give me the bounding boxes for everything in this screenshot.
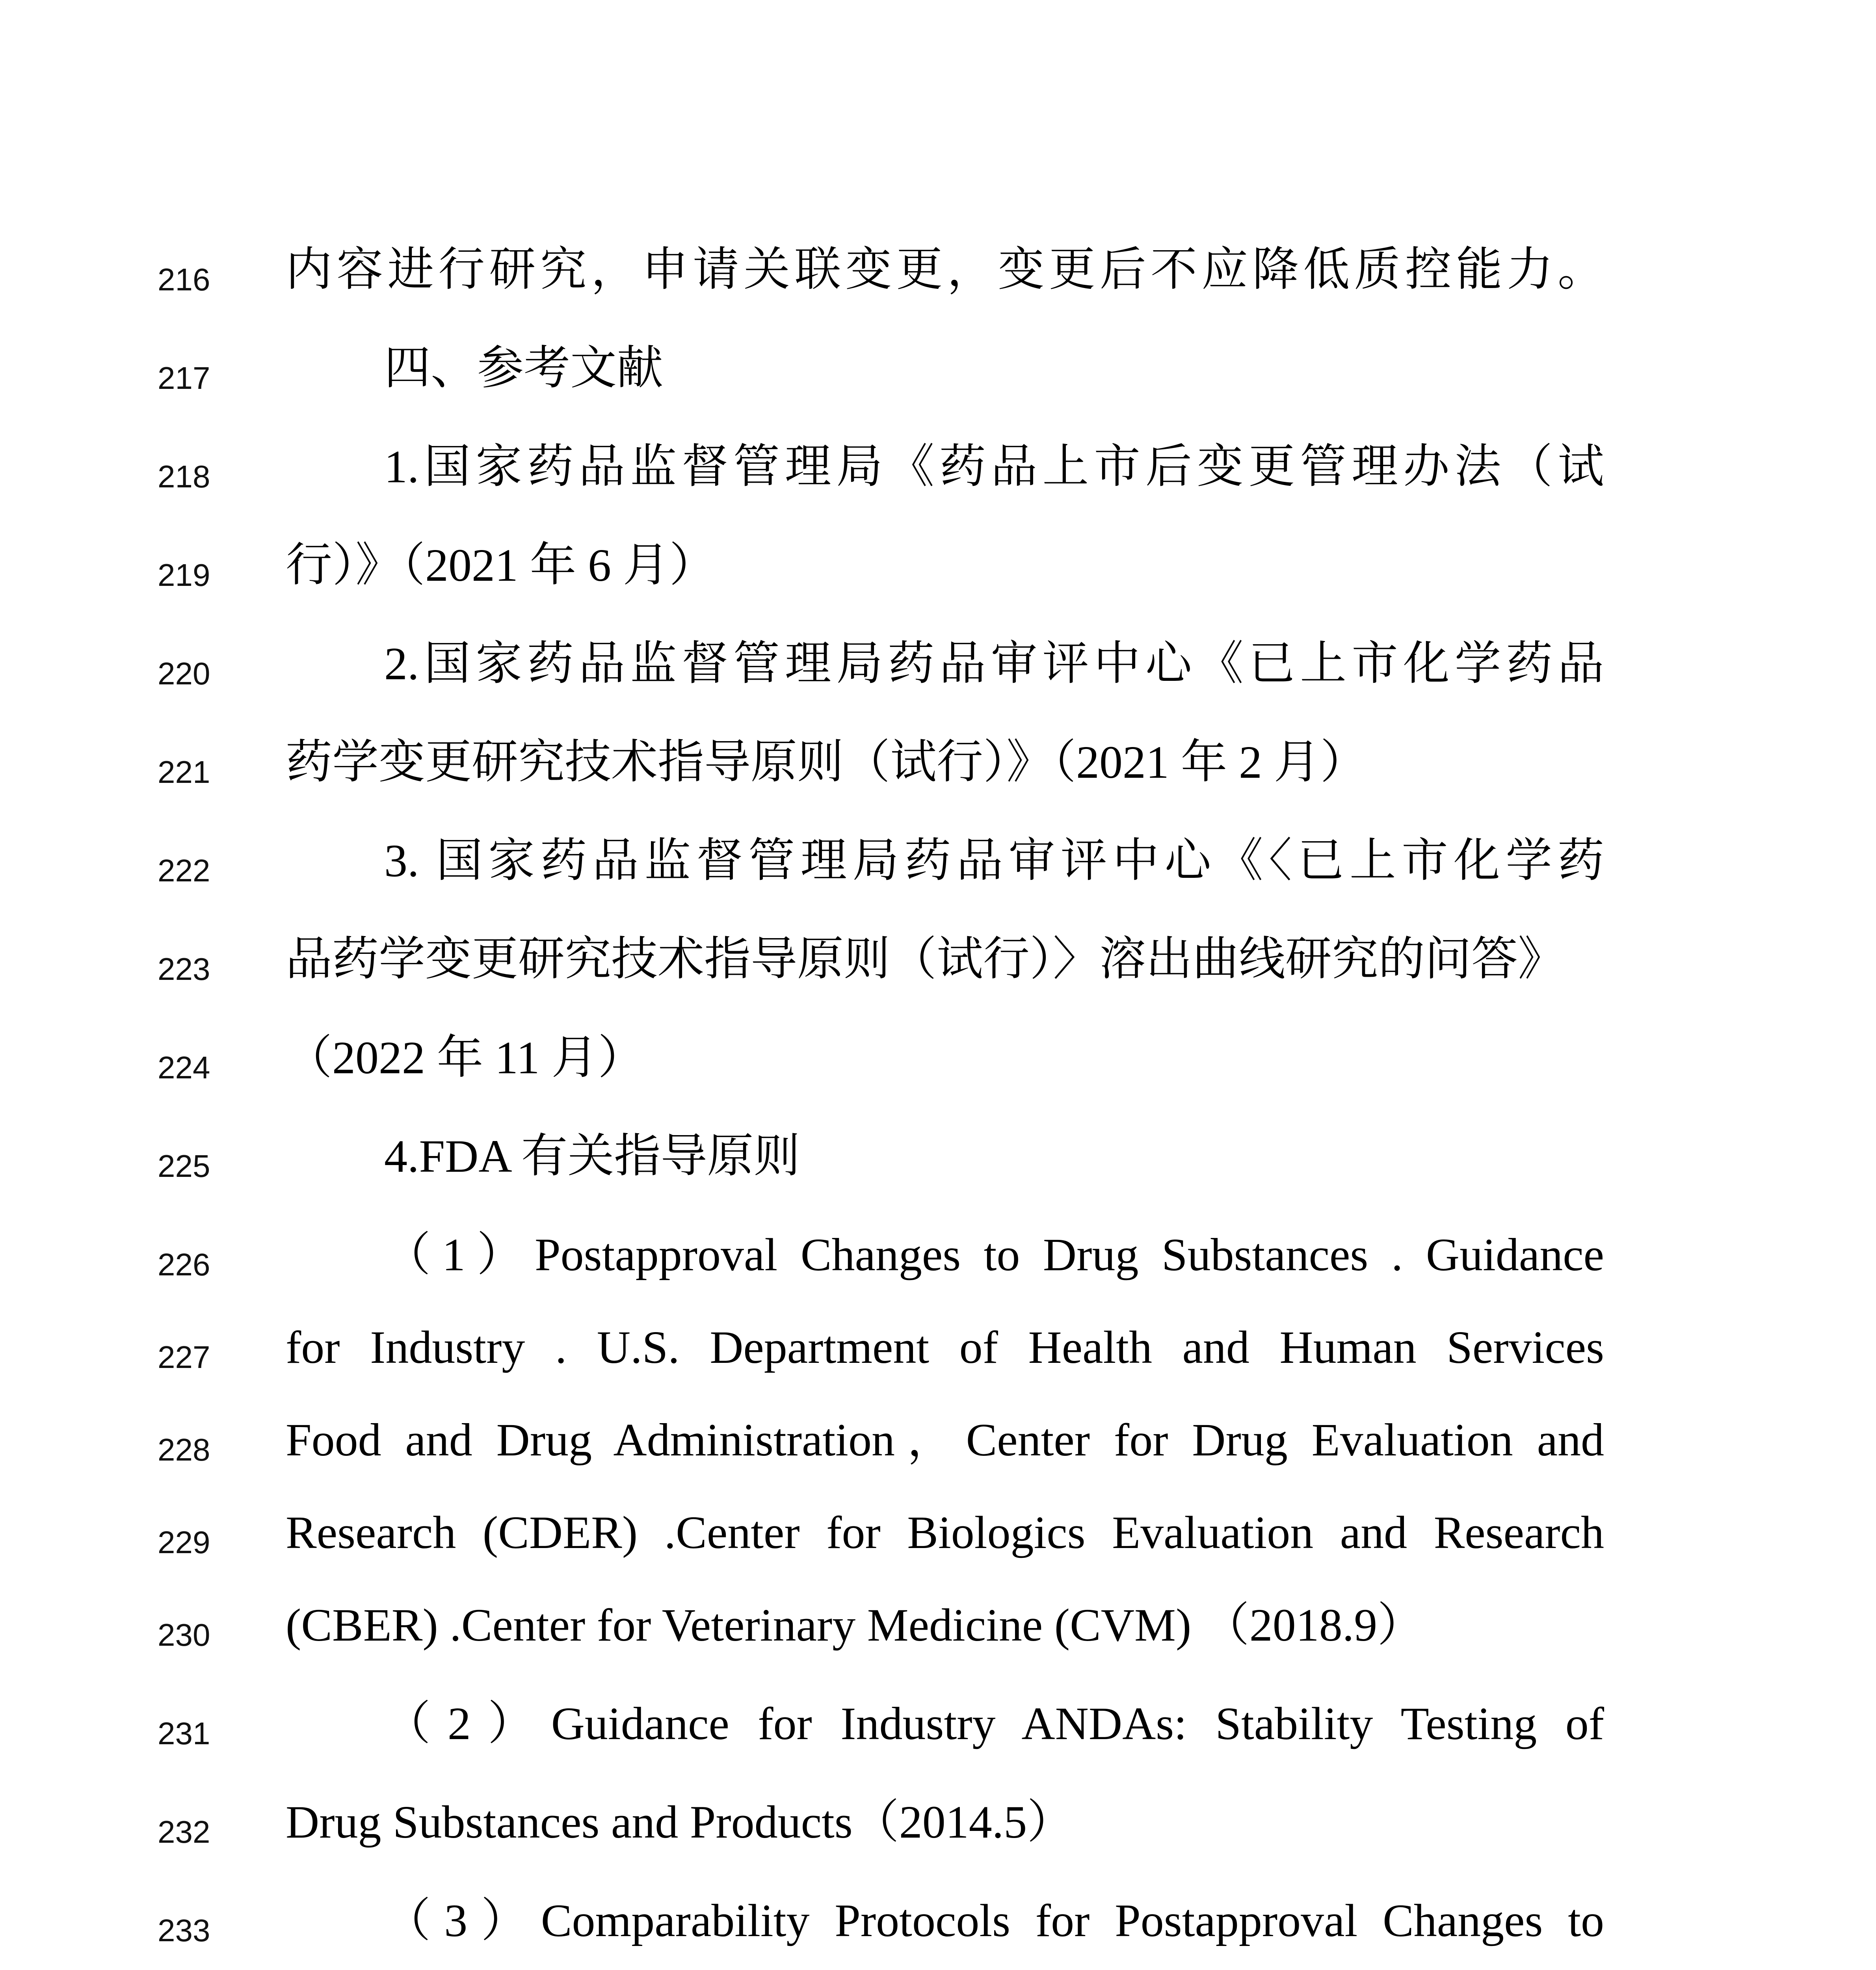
text-line bbox=[0, 1576, 1876, 1674]
text-line bbox=[0, 418, 1876, 516]
line-number: 222 bbox=[158, 853, 210, 888]
text-line bbox=[0, 319, 1876, 418]
line-text: 品药学变更研究技术指导原则（试行）〉溶出曲线研究的问答》 bbox=[286, 933, 1565, 985]
text-line bbox=[0, 615, 1876, 713]
line-number: 229 bbox=[158, 1525, 210, 1560]
line-number: 231 bbox=[158, 1716, 210, 1751]
line-number: 223 bbox=[158, 952, 210, 987]
section-heading: 四、参考文献 bbox=[384, 342, 664, 394]
line-text: （2）Guidance for Industry ANDAs: Stability Testing of bbox=[384, 1698, 1604, 1749]
line-number: 230 bbox=[158, 1617, 210, 1652]
line-text: 1.国家药品监督管理局《药品上市后变更管理办法（试 bbox=[384, 441, 1604, 492]
line-text: (CBER) .Center for Veterinary Medicine (CVM) （2018.9） bbox=[286, 1599, 1424, 1651]
line-number: 220 bbox=[158, 656, 210, 691]
line-text: Research (CDER) .Center for Biologics Evaluation and Research bbox=[286, 1507, 1604, 1558]
line-text: Food and Drug Administration，Center for Drug Evaluation and bbox=[286, 1414, 1604, 1466]
line-text: 行）》（2021 年 6 月） bbox=[286, 539, 716, 591]
line-text: for Industry . U.S. Department of Health and Human Services bbox=[286, 1321, 1604, 1373]
text-line bbox=[0, 812, 1876, 910]
line-text: Drug Substances and Products（2014.5） bbox=[286, 1796, 1074, 1848]
text-line bbox=[0, 1483, 1876, 1582]
text-line bbox=[0, 1009, 1876, 1107]
line-number: 221 bbox=[158, 755, 210, 790]
text-line bbox=[0, 1674, 1876, 1773]
line-number: 217 bbox=[158, 361, 210, 396]
line-number: 224 bbox=[158, 1050, 210, 1085]
line-number: 219 bbox=[158, 558, 210, 593]
text-line bbox=[0, 910, 1876, 1009]
text-line bbox=[0, 1964, 1876, 1970]
line-text: （1）Postapproval Changes to Drug Substances . Guidance bbox=[384, 1229, 1604, 1280]
line-text: （2022 年 11 月） bbox=[286, 1032, 645, 1084]
text-line bbox=[0, 713, 1876, 812]
line-number: 225 bbox=[158, 1149, 210, 1184]
line-number: 218 bbox=[158, 459, 210, 494]
line-text: （3）Comparability Protocols for Postapproval Changes to bbox=[384, 1895, 1604, 1946]
text-line bbox=[0, 1206, 1876, 1304]
text-line bbox=[0, 1391, 1876, 1489]
line-number: 226 bbox=[158, 1247, 210, 1282]
line-text: 3. 国家药品监督管理局药品审评中心《〈已上市化学药 bbox=[384, 835, 1604, 886]
line-text: 2.国家药品监督管理局药品审评中心《已上市化学药品 bbox=[384, 638, 1604, 690]
line-number: 232 bbox=[158, 1814, 210, 1849]
line-number: 233 bbox=[158, 1913, 210, 1948]
line-number: 228 bbox=[158, 1432, 210, 1467]
line-text: 4.FDA 有关指导原则 bbox=[384, 1130, 800, 1182]
text-line bbox=[0, 221, 1876, 319]
text-line bbox=[0, 1773, 1876, 1872]
line-number: 216 bbox=[158, 262, 210, 297]
line-text: 内容进行研究，申请关联变更，变更后不应降低质控能力。 bbox=[286, 244, 1604, 296]
text-line bbox=[0, 1872, 1876, 1970]
text-line bbox=[0, 516, 1876, 615]
text-line bbox=[0, 1298, 1876, 1397]
line-number: 227 bbox=[158, 1340, 210, 1375]
text-line bbox=[0, 1107, 1876, 1206]
line-text: 药学变更研究技术指导原则（试行）》（2021 年 2 月） bbox=[286, 736, 1367, 788]
